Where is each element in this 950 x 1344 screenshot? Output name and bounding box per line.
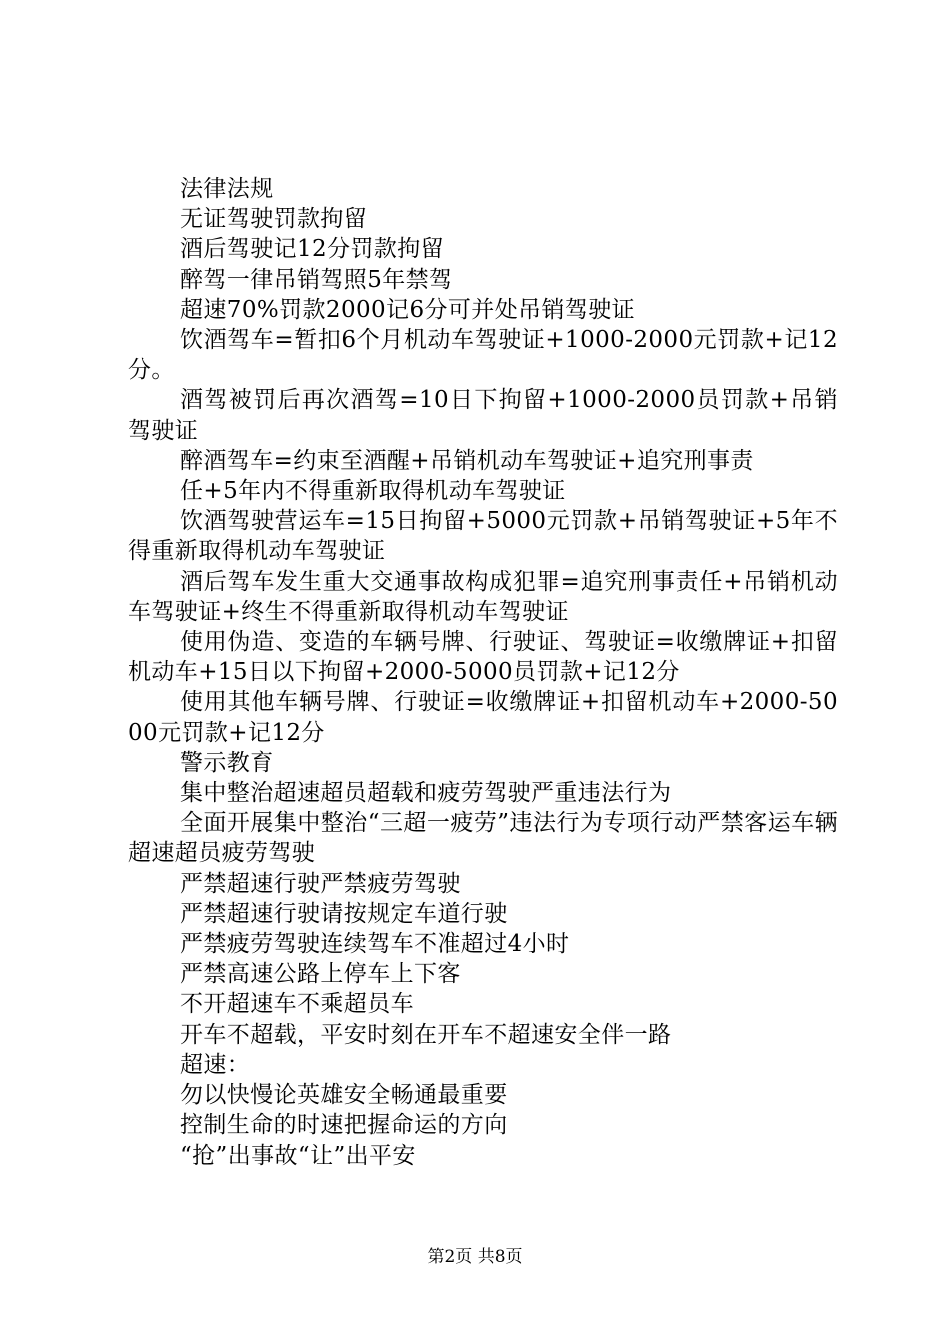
paragraph: 开车不超载，平安时刻在开车不超速安全伴一路 [180, 1021, 672, 1048]
page-number-footer: 第2页 共8页 [427, 1247, 523, 1267]
document-body [128, 174, 838, 1171]
paragraph: 饮酒驾驶营运车=15日拘留+5000元罚款+吊销驾驶证+5年不得重新取得机动车驾驶证 [128, 508, 838, 565]
paragraph: 勿以快慢论英雄安全畅通最重要 [180, 1082, 508, 1109]
paragraph: 酒后驾驶记12分罚款拘留 [180, 236, 445, 263]
paragraph: 集中整治超速超员超载和疲劳驾驶严重违法行为 [180, 780, 672, 807]
paragraph: 严禁疲劳驾驶连续驾车不准超过4小时 [180, 931, 570, 958]
paragraph-title-laws: 法律法规 [180, 176, 274, 202]
paragraph-title-speeding: 超速： [180, 1051, 251, 1078]
paragraph: 控制生命的时速把握命运的方向 [180, 1112, 508, 1139]
paragraph: “抢”出事故“让”出平安 [180, 1142, 416, 1169]
paragraph: 严禁超速行驶请按规定车道行驶 [180, 900, 508, 927]
paragraph: 不开超速车不乘超员车 [180, 991, 414, 1018]
paragraph: 使用其他车辆号牌、行驶证=收缴牌证+扣留机动车+2000-5000元罚款+记12分 [128, 689, 838, 746]
paragraph: 饮酒驾车=暂扣6个月机动车驾驶证+1000-2000元罚款+记12分。 [128, 327, 838, 384]
paragraph: 严禁高速公路上停车上下客 [180, 961, 461, 988]
paragraph-title-warning: 警示教育 [180, 749, 274, 776]
paragraph: 酒后驾车发生重大交通事故构成犯罪=追究刑事责任+吊销机动车驾驶证+终生不得重新取得机动车驾驶证 [128, 568, 838, 625]
paragraph: 使用伪造、变造的车辆号牌、行驶证、驾驶证=收缴牌证+扣留机动车+15日以下拘留+2000-5000员罚款+记12分 [128, 629, 838, 686]
paragraph: 醉驾一律吊销驾照5年禁驾 [180, 266, 453, 293]
paragraph: 全面开展集中整治“三超一疲劳”违法行为专项行动严禁客运车辆超速超员疲劳驾驶 [128, 810, 838, 867]
paragraph: 任+5年内不得重新取得机动车驾驶证 [180, 478, 566, 505]
paragraph: 无证驾驶罚款拘留 [180, 206, 368, 233]
paragraph: 严禁超速行驶严禁疲劳驾驶 [180, 870, 461, 897]
paragraph: 酒驾被罚后再次酒驾=10日下拘留+1000-2000员罚款+吊销驾驶证 [128, 387, 838, 444]
paragraph: 醉酒驾车=约束至酒醒+吊销机动车驾驶证+追究刑事责 [180, 447, 754, 474]
paragraph: 超速70%罚款2000记6分可并处吊销驾驶证 [180, 296, 636, 323]
